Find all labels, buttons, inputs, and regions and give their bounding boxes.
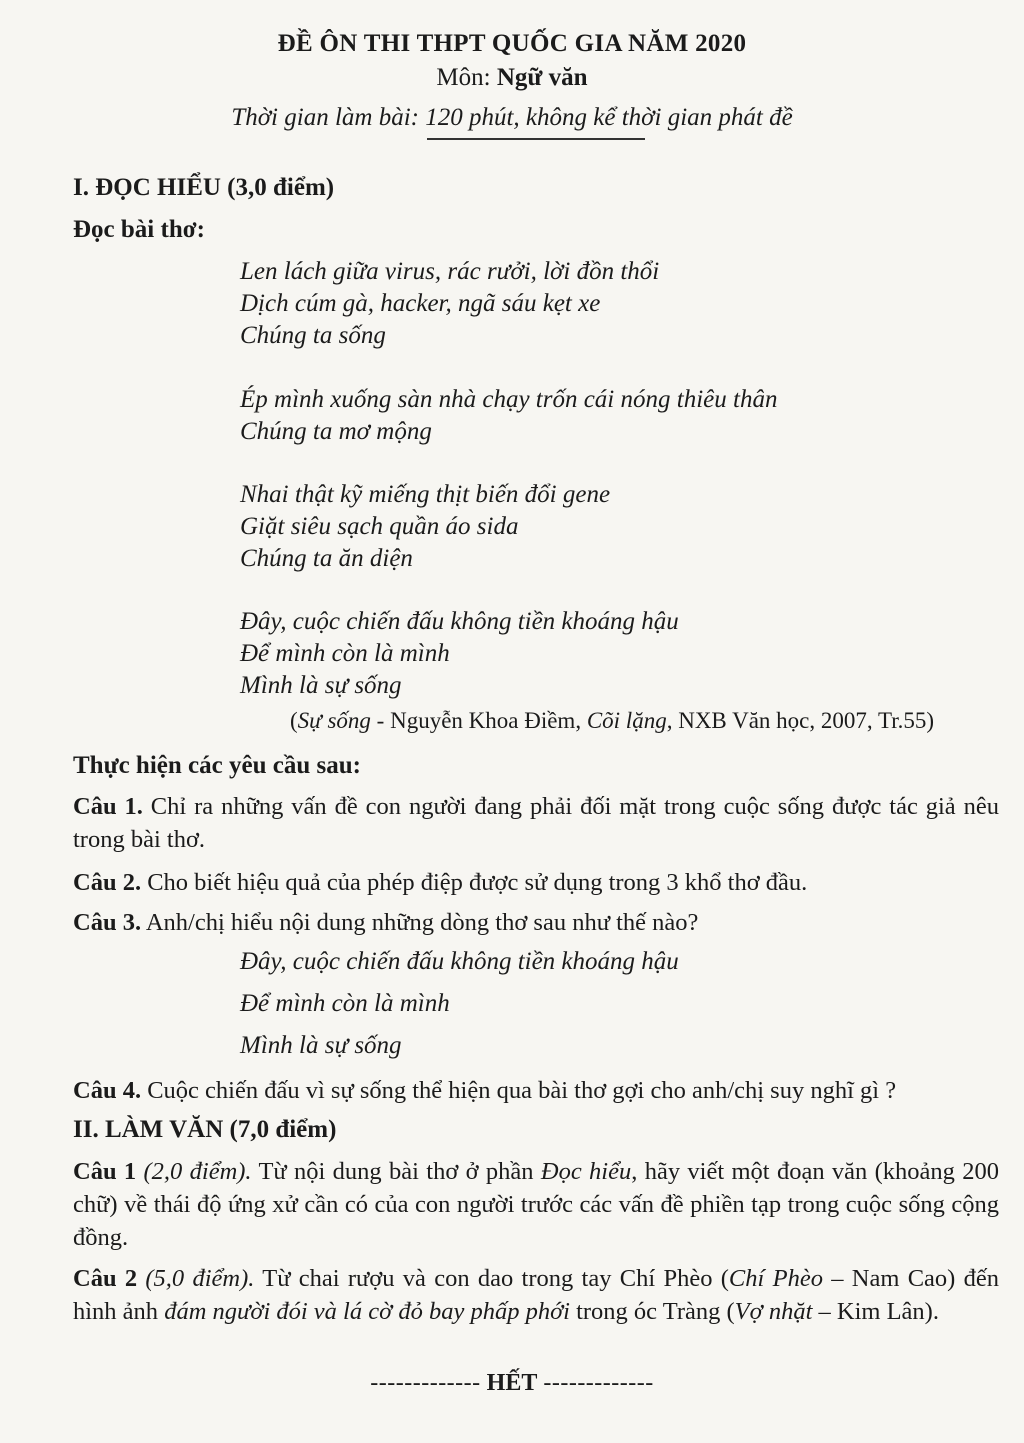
poem-line: Chúng ta mơ mộng: [240, 418, 432, 445]
source-rest: , NXB Văn học, 2007, Tr.55): [666, 708, 934, 733]
q-label: Câu 3.: [73, 909, 142, 936]
q-italic: Đọc hiểu: [540, 1158, 632, 1185]
end-dashes-left: -------------: [370, 1370, 481, 1396]
poem-stanza-3: [240, 479, 610, 575]
part1-heading: I. ĐỌC HIỂU (3,0 điểm): [73, 174, 335, 201]
q-text: trong óc Tràng (: [569, 1298, 735, 1325]
q3-verse-line: Mình là sự sống: [240, 1032, 402, 1059]
q-text: Từ chai rượu và con dao trong tay Chí Phèo (: [254, 1265, 729, 1292]
q-italic: đám người đói và lá cờ đỏ bay phấp phới: [164, 1298, 570, 1325]
poem-line: Ép mình xuống sàn nhà chạy trốn cái nóng thiêu thân: [240, 386, 778, 413]
poem-line: Giặt siêu sạch quần áo sida: [240, 513, 519, 540]
q-points: (2,0 điểm).: [136, 1158, 252, 1185]
q-italic: Vợ nhặt: [734, 1298, 813, 1325]
subject-label: Môn:: [436, 64, 497, 91]
q-label: Câu 1: [73, 1158, 137, 1185]
part1-question-3: [73, 906, 999, 939]
poem-stanza-2: [240, 384, 777, 448]
q-label: Câu 2.: [73, 869, 142, 896]
part2-question-2: [73, 1262, 999, 1328]
end-text: HẾT: [486, 1370, 538, 1396]
q-text: Anh/chị hiểu nội dung những dòng thơ sau như thế nào?: [141, 909, 699, 936]
end-dashes-right: -------------: [543, 1370, 654, 1396]
q-label: Câu 1.: [73, 793, 143, 820]
q3-verse-line: Đây, cuộc chiến đấu không tiền khoáng hậu: [240, 948, 679, 975]
poem-line: Chúng ta ăn diện: [240, 545, 413, 572]
q-text: Cuộc chiến đấu vì sự sống thể hiện qua bài thơ gợi cho anh/chị suy nghĩ gì ?: [141, 1077, 897, 1104]
source-poem-title: Sự sống: [297, 708, 371, 733]
exam-title: ĐỀ ÔN THI THPT QUỐC GIA NĂM 2020: [277, 30, 747, 57]
q-text: Cho biết hiệu quả của phép điệp được sử dụng trong 3 khổ thơ đầu.: [141, 869, 808, 896]
poem-stanza-4: [240, 606, 679, 702]
q-text: , hãy viết một đoạn văn (khoảng 200 chữ) về thái độ ứng xử cần có của con người trước các vấn đề phiền tạp trong cuộc sống cộng đồng.: [73, 1158, 999, 1251]
q3-verse-line: Để mình còn là mình: [240, 990, 450, 1017]
q-points: (5,0 điểm).: [137, 1265, 255, 1292]
poem-line: Dịch cúm gà, hacker, ngã sáu kẹt xe: [240, 290, 601, 317]
poem-line: Nhai thật kỹ miếng thịt biến đổi gene: [240, 481, 611, 508]
poem-stanza-1: [240, 256, 659, 352]
q-text: Chỉ ra những vấn đề con người đang phải đối mặt trong cuộc sống được tác giả nêu trong bài thơ.: [73, 793, 999, 853]
time-line-text: Thời gian làm bài: 120 phút, không kể thời gian phát đề: [231, 104, 793, 131]
source-book: Cõi lặng: [586, 708, 667, 733]
time-underline: [427, 138, 645, 140]
part2-heading: II. LÀM VĂN (7,0 điểm): [73, 1116, 337, 1143]
q-italic: Chí Phèo: [728, 1265, 823, 1292]
subject-value: Ngữ văn: [496, 64, 588, 91]
poem-source: [290, 708, 934, 734]
subject-line: [0, 64, 1024, 92]
poem-line: Đây, cuộc chiến đấu không tiền khoáng hậu: [240, 608, 679, 635]
q-label: Câu 2: [73, 1265, 138, 1292]
part1-question-4: [73, 1074, 999, 1107]
q-text: Từ nội dung bài thơ ở phần: [251, 1158, 541, 1185]
poem-line: Chúng ta sống: [240, 322, 386, 349]
poem-line: Mình là sự sống: [240, 672, 402, 699]
tasks-heading: Thực hiện các yêu cầu sau:: [73, 752, 361, 779]
poem-line: Len lách giữa virus, rác rưởi, lời đồn thổi: [240, 258, 660, 285]
part1-question-2: [73, 866, 999, 899]
end-marker: [0, 1370, 1024, 1397]
source-author: - Nguyễn Khoa Điềm,: [370, 708, 587, 733]
q-label: Câu 4.: [73, 1077, 142, 1104]
part2-question-1: [73, 1155, 999, 1254]
part1-question-1: [73, 790, 999, 856]
q-text: – Kim Lân).: [812, 1298, 939, 1325]
q-text: – Nam Cao) đến hình ảnh: [73, 1265, 999, 1325]
read-poem-label: Đọc bài thơ:: [73, 216, 205, 243]
poem-line: Để mình còn là mình: [240, 640, 450, 667]
source-open: (: [290, 708, 298, 733]
